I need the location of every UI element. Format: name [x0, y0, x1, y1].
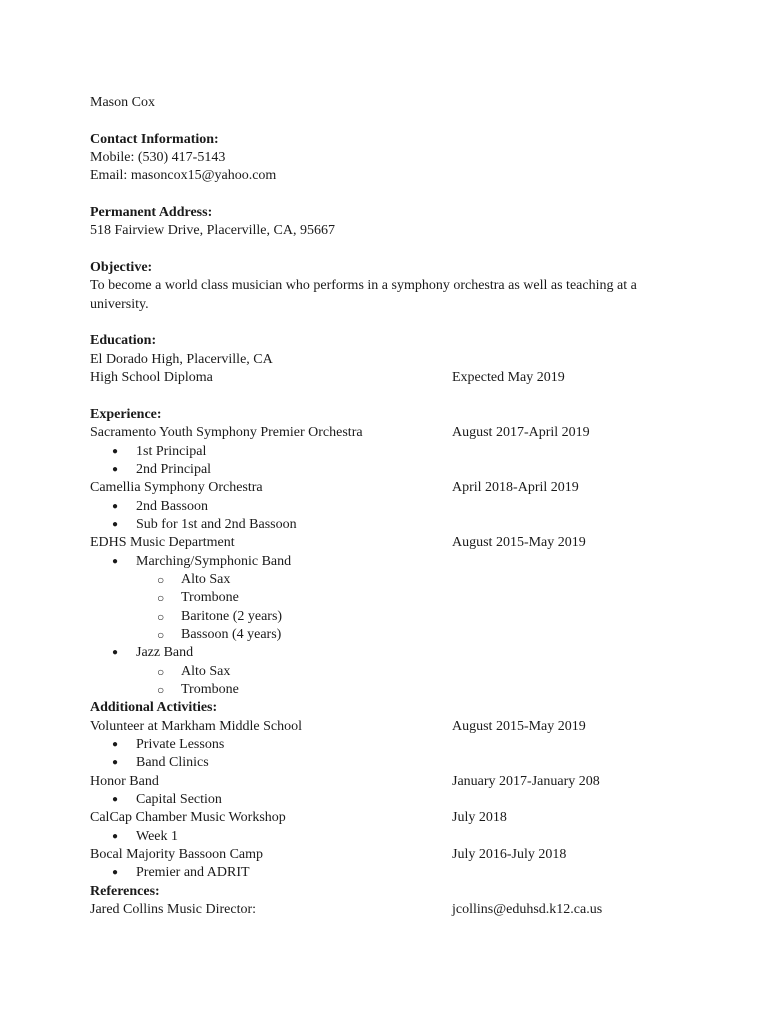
contact-heading: Contact Information:	[90, 131, 219, 147]
sub-bullet-item	[90, 608, 690, 626]
bullet-item	[90, 443, 690, 461]
sub-bullet-text: Bassoon (4 years)	[181, 626, 282, 642]
sub-bullet-item	[90, 626, 690, 644]
bullet-text: Jazz Band	[136, 645, 194, 661]
sub-bullet-text: Alto Sax	[181, 663, 231, 679]
bullet-text: Premier and ADRIT	[136, 865, 250, 881]
resume-content	[90, 94, 690, 919]
experience-date: August 2017-April 2019	[452, 425, 590, 441]
circle-bullet-icon: ○	[157, 591, 165, 606]
experience-title: Camellia Symphony Orchestra	[90, 480, 263, 496]
spacer	[90, 186, 690, 204]
address-heading: Permanent Address:	[90, 205, 213, 221]
sub-bullet-text: Trombone	[181, 682, 239, 697]
references-heading: References:	[90, 883, 160, 899]
bullet-text: Private Lessons	[136, 737, 225, 753]
bullet-item	[90, 461, 690, 479]
reference-row	[90, 901, 690, 919]
objective-text: To become a world class musician who performs in a symphony orchestra as well as teaching at a university.	[90, 278, 637, 312]
circle-bullet-icon: ○	[157, 609, 165, 624]
bullet-text: 1st Principal	[136, 443, 207, 459]
bullet-icon: ●	[112, 518, 119, 530]
bullet-item	[90, 828, 690, 846]
sub-bullet-item	[90, 571, 690, 589]
bullet-text: Marching/Symphonic Band	[136, 553, 292, 569]
bullet-item	[90, 553, 690, 571]
bullet-icon: ●	[112, 757, 119, 769]
experience-date: April 2018-April 2019	[452, 480, 579, 496]
bullet-item	[90, 791, 690, 809]
activity-title: Honor Band	[90, 773, 159, 789]
circle-bullet-icon: ○	[157, 572, 165, 587]
bullet-text: Capital Section	[136, 792, 222, 808]
experience-date: August 2015-May 2019	[452, 535, 586, 551]
bullet-icon: ●	[112, 500, 119, 512]
bullet-item	[90, 516, 690, 534]
experience-row	[90, 479, 690, 497]
education-heading: Education:	[90, 333, 157, 349]
activity-title: CalCap Chamber Music Workshop	[90, 810, 286, 826]
school-name: El Dorado High, Placerville, CA	[90, 351, 273, 367]
bullet-item	[90, 498, 690, 516]
circle-bullet-icon: ○	[157, 664, 165, 679]
spacer	[90, 314, 690, 332]
spacer	[90, 388, 690, 406]
sub-bullet-text: Alto Sax	[181, 571, 231, 587]
bullet-item	[90, 644, 690, 662]
experience-row	[90, 424, 690, 442]
bullet-text: Band Clinics	[136, 755, 209, 771]
bullet-icon: ●	[112, 463, 119, 475]
bullet-text: Week 1	[136, 828, 179, 844]
experience-row	[90, 534, 690, 552]
experience-title: Sacramento Youth Symphony Premier Orchestra	[90, 425, 363, 441]
activity-row	[90, 718, 690, 736]
spacer	[90, 112, 690, 130]
email-address: Email: masoncox15@yahoo.com	[90, 168, 277, 184]
activity-date: July 2018	[452, 810, 507, 826]
degree-name: High School Diploma	[90, 370, 213, 386]
activity-date: August 2015-May 2019	[452, 718, 586, 734]
sub-bullet-text: Trombone	[181, 590, 239, 606]
bullet-icon: ●	[112, 830, 119, 842]
activity-row	[90, 809, 690, 827]
bullet-item	[90, 864, 690, 882]
experience-heading: Experience:	[90, 406, 162, 422]
activity-row	[90, 846, 690, 864]
bullet-icon: ●	[112, 555, 119, 567]
bullet-icon: ●	[112, 647, 119, 659]
bullet-text: 2nd Principal	[136, 461, 212, 477]
reference-name: Jared Collins Music Director:	[90, 902, 257, 918]
activity-date: July 2016-July 2018	[452, 847, 567, 863]
mobile-number: Mobile: (530) 417-5143	[90, 150, 226, 166]
bullet-icon: ●	[112, 445, 119, 457]
sub-bullet-item	[90, 681, 690, 699]
circle-bullet-icon: ○	[157, 683, 165, 697]
objective-heading: Objective:	[90, 260, 153, 276]
activity-row	[90, 773, 690, 791]
additional-heading: Additional Activities:	[90, 700, 218, 716]
circle-bullet-icon: ○	[157, 627, 165, 642]
address-text: 518 Fairview Drive, Placerville, CA, 95667	[90, 223, 335, 239]
sub-bullet-item	[90, 663, 690, 681]
experience-title: EDHS Music Department	[90, 535, 235, 551]
activity-title: Volunteer at Markham Middle School	[90, 718, 303, 734]
bullet-icon: ●	[112, 739, 119, 751]
bullet-item	[90, 736, 690, 754]
reference-email: jcollins@eduhsd.k12.ca.us	[452, 902, 603, 918]
spacer	[90, 241, 690, 259]
activity-title: Bocal Majority Bassoon Camp	[90, 847, 264, 863]
sub-bullet-item	[90, 589, 690, 607]
bullet-text: 2nd Bassoon	[136, 498, 208, 514]
bullet-icon: ●	[112, 867, 119, 879]
bullet-item	[90, 754, 690, 772]
activity-date: January 2017-January 208	[452, 773, 600, 789]
bullet-icon: ●	[112, 794, 119, 806]
applicant-name: Mason Cox	[90, 95, 155, 110]
degree-row	[90, 369, 690, 387]
bullet-text: Sub for 1st and 2nd Bassoon	[136, 516, 297, 532]
sub-bullet-text: Baritone (2 years)	[181, 608, 283, 624]
degree-date: Expected May 2019	[452, 370, 565, 386]
